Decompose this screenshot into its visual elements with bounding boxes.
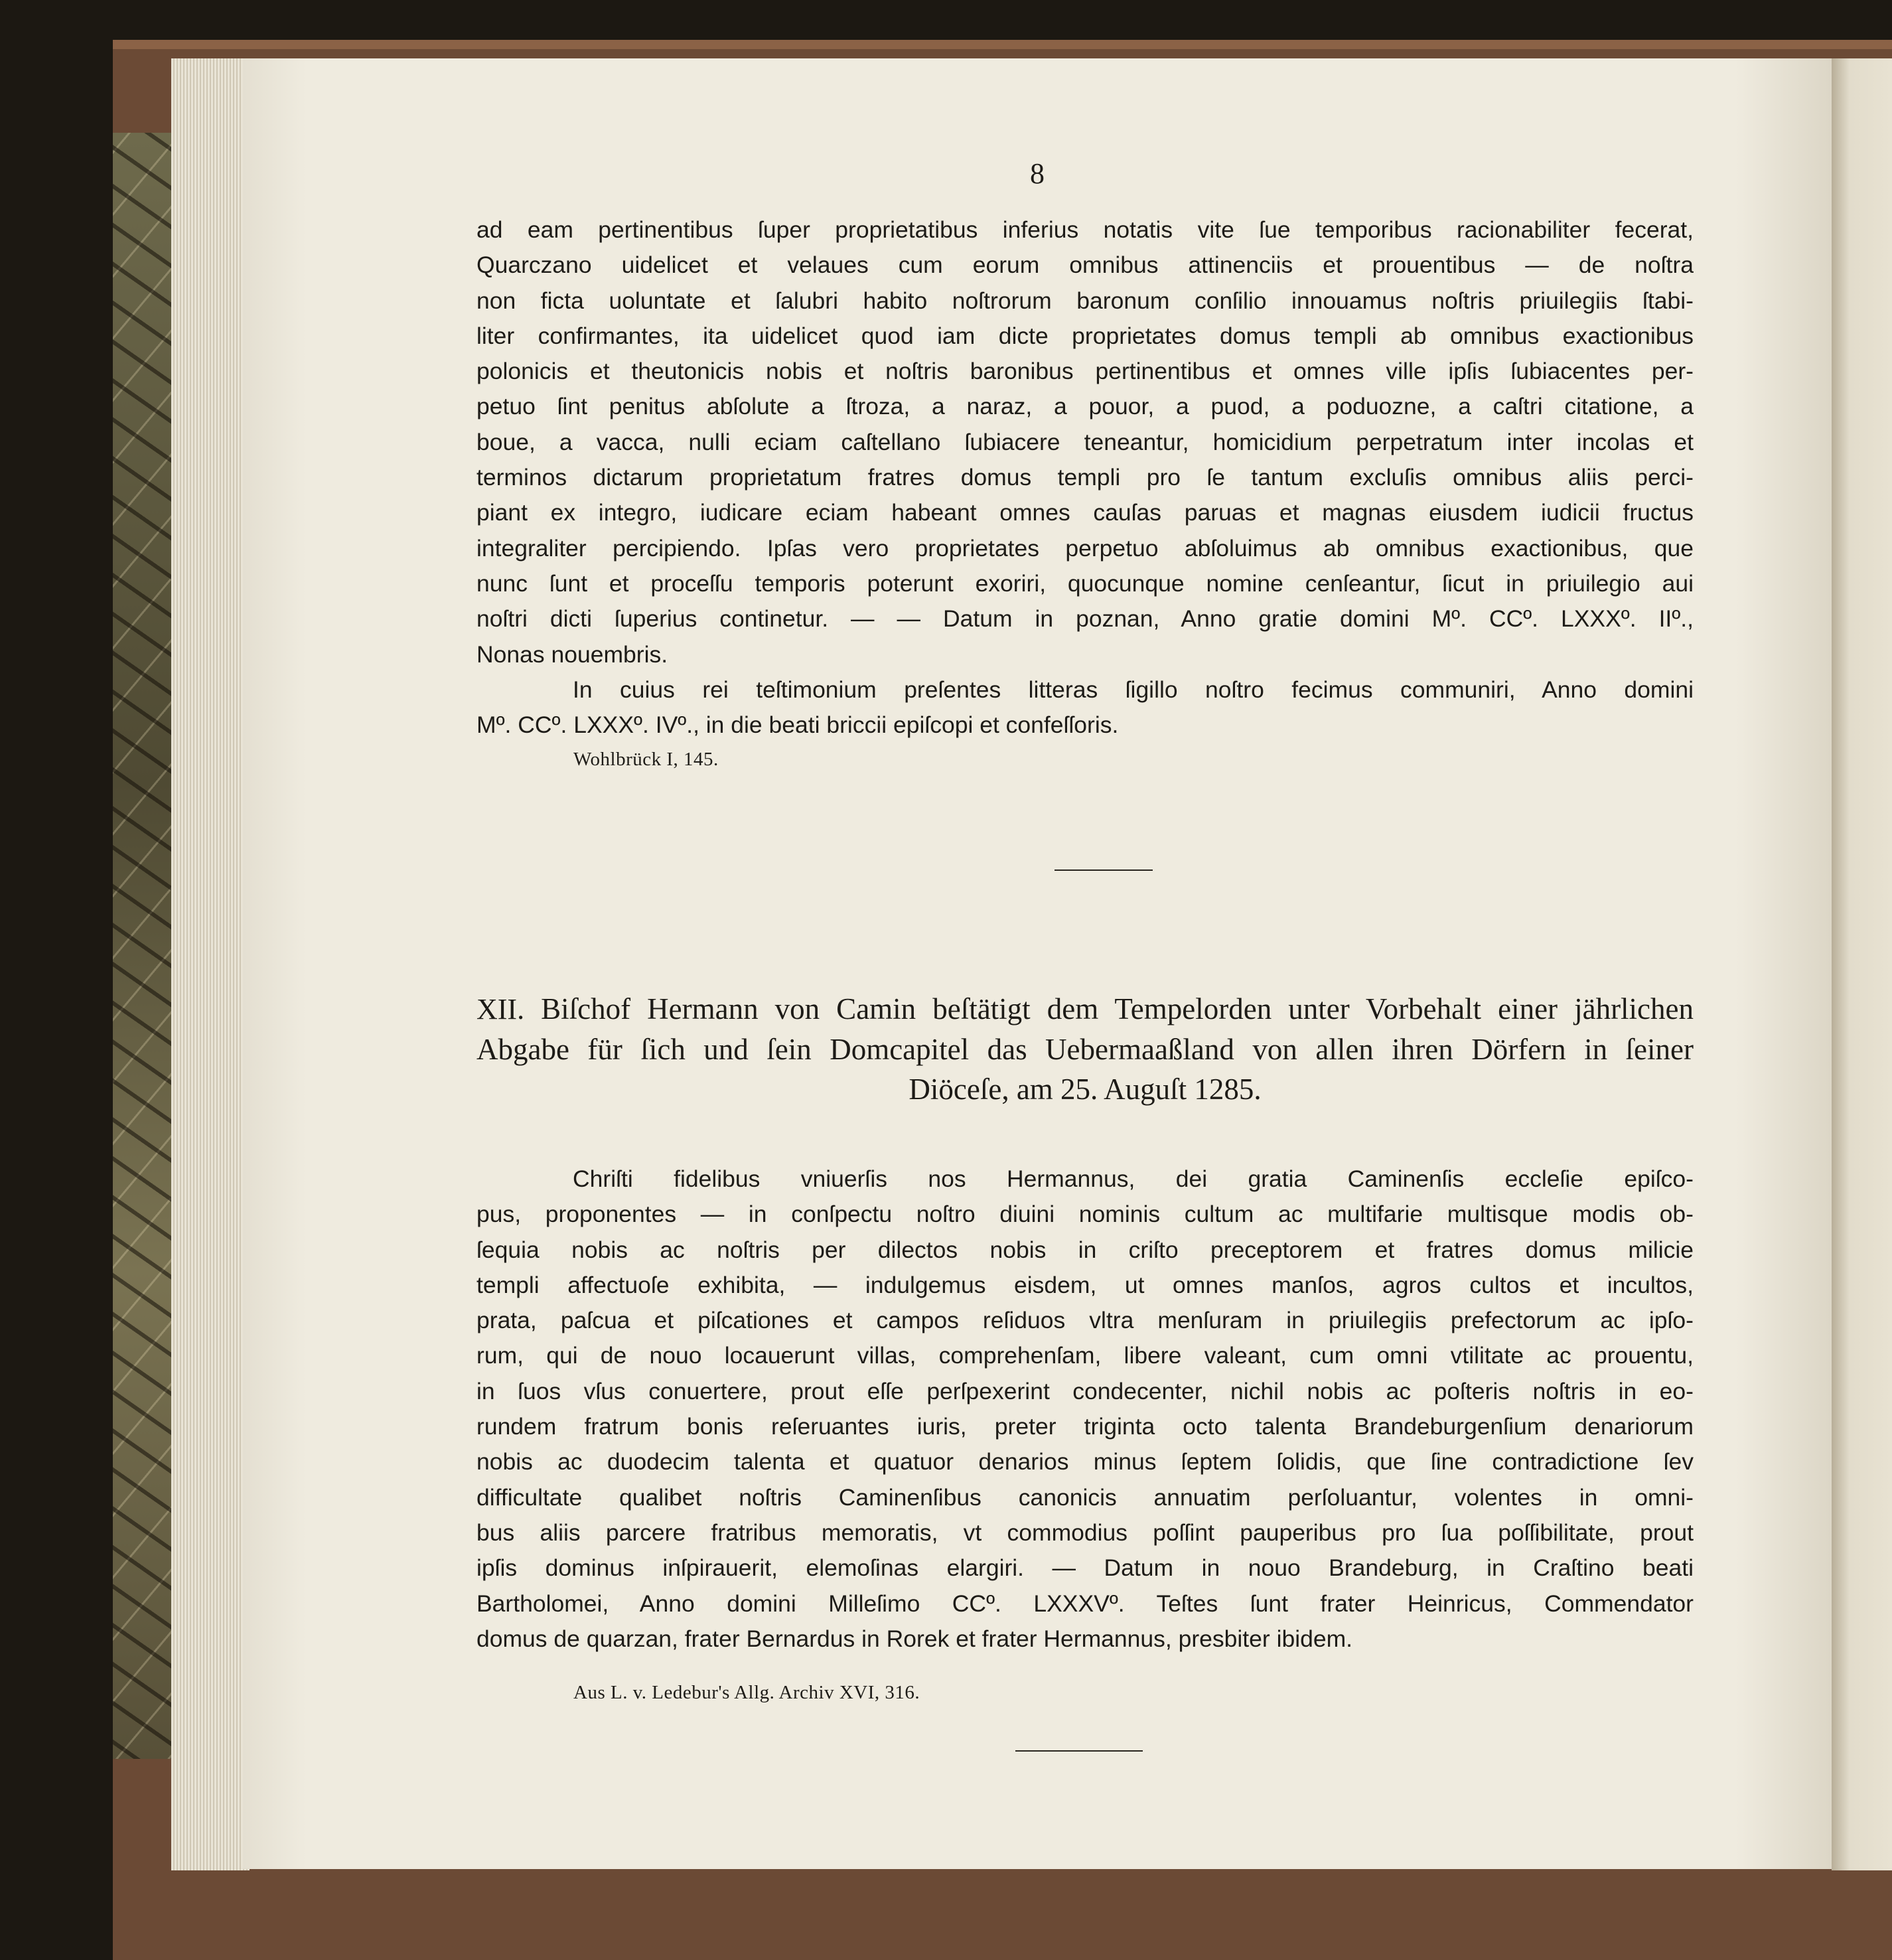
text-line: nunc ſunt et proceſſu temporis poterunt exoriri, quocunque nomine cenſeantur, ſicut in priuilegio aui <box>476 569 1694 597</box>
book-page <box>243 58 1832 1869</box>
text-line: Chriſti fidelibus vniuerſis nos Hermannus, dei gratia Caminenſis eccleſie epiſco- <box>573 1166 1694 1192</box>
separator-rule <box>1055 869 1153 871</box>
heading-line: Diöceſe, am 25. Auguſt 1285. <box>909 1073 1262 1106</box>
charter-text-2 <box>476 1162 1694 1657</box>
page-number: 8 <box>1030 157 1045 190</box>
source-citation-1: Wohlbrück I, 145. <box>573 749 719 770</box>
text-line: rum, qui de nouo locauerunt villas, comprehenſam, libere valeant, cum omni vtilitate ac prouentu, <box>476 1342 1694 1369</box>
text-line: liter confirmantes, ita uidelicet quod iam dicte proprietates domus templi ab omnibus exactionibus <box>476 322 1694 349</box>
text-line: in ſuos vſus conuertere, prout eſſe perſpexerint condecenter, nichil nobis ac poſteris noſtris in eo- <box>476 1377 1694 1404</box>
heading-line <box>476 989 1694 1029</box>
text-line: petuo ſint penitus abſolute a ſtroza, a naraz, a pouor, a puod, a poduozne, a caſtri citatione, a <box>476 393 1694 420</box>
source-citation-2: Aus L. v. Ledebur's Allg. Archiv XVI, 316. <box>573 1682 920 1703</box>
text-line: noſtri dicti ſuperius continetur. — — Datum in poznan, Anno gratie domini Mº. CCº. LXXXº. IIº., <box>476 605 1694 633</box>
text-line: In cuius rei teſtimonium preſentes litteras ſigillo noſtro fecimus communiri, Anno domini <box>573 676 1694 703</box>
text-line: ipſis dominus inſpirauerit, elemoſinas elargiri. — Datum in nouo Brandeburg, in Craſtino beati <box>476 1554 1694 1582</box>
text-line: difficultate qualibet noſtris Caminenſibus canonicis annuatim perſoluantur, volentes in omni- <box>476 1483 1694 1511</box>
text-line: domus de quarzan, frater Bernardus in Rorek et frater Hermannus, presbiter ibidem. <box>476 1625 1353 1652</box>
text-line: Bartholomei, Anno domini Milleſimo CCº. LXXXVº. Teſtes ſunt frater Heinricus, Commendator <box>476 1590 1694 1617</box>
text-line: piant ex integro, iudicare eciam habeant omnes cauſas paruas et magnas eiusdem iudicii fructus <box>476 499 1694 526</box>
heading-line: Abgabe für ſich und ſein Domcapitel das Uebermaaßland von allen ihren Dörfern in ſeiner <box>476 1033 1694 1066</box>
text-line: pus, proponentes — in conſpectu noſtro diuini nominis cultum ac multifarie multisque modis ob- <box>476 1201 1694 1228</box>
heading-text: Biſchof Hermann von Camin beſtätigt dem Tempelorden unter Vorbehalt einer jährlichen <box>541 992 1694 1025</box>
text-line: polonicis et theutonicis nobis et noſtris baronibus pertinentibus et omnes ville ipſis ſubiacentes per- <box>476 358 1694 385</box>
text-line: integraliter percipiendo. Ipſas vero proprietates perpetuo abſoluimus ab omnibus exactionibus, que <box>476 534 1694 562</box>
text-line: templi affectuoſe exhibita, — indulgemus eisdem, ut omnes manſos, agros cultos et incultos, <box>476 1271 1694 1298</box>
text-line: non ficta uoluntate et ſalubri habito noſtrorum baronum conſilio innouamus noſtris priuilegiis ſtabi- <box>476 287 1694 314</box>
text-line: ſequia nobis ac noſtris per dilectos nobis in criſto preceptorem et fratres domus milicie <box>476 1236 1694 1263</box>
text-line: Quarczano uidelicet et velaues cum eorum omnibus attinenciis et prouentibus — de noſtra <box>476 252 1694 279</box>
text-line: ad eam pertinentibus ſuper proprietatibus inferius notatis vite ſue temporibus racionabiliter fecerat, <box>476 216 1694 243</box>
text-line: prata, paſcua et piſcationes et campos reſiduos vltra menſuram in priuilegiis prefectorum ac ipſo- <box>476 1307 1694 1334</box>
text-line: Mº. CCº. LXXXº. IVº., in die beati briccii epiſcopi et confeſſoris. <box>476 712 1119 739</box>
text-line: nobis ac duodecim talenta et quatuor denarios minus ſeptem ſolidis, que ſine contradictione ſev <box>476 1448 1694 1475</box>
text-line: rundem fratrum bonis reſeruantes iuris, preter triginta octo talenta Brandeburgenſium denariorum <box>476 1413 1694 1440</box>
text-line: bus aliis parcere fratribus memoratis, vt commodius poſſint pauperibus pro ſua poſſibilitate, prout <box>476 1519 1694 1546</box>
facing-page-edge <box>1832 58 1892 1870</box>
section-number: XII. <box>476 993 525 1025</box>
text-line: terminos dictarum proprietatum fratres domus templi pro ſe tantum excluſis omnibus aliis perci- <box>476 464 1694 491</box>
text-line: boue, a vacca, nulli eciam caſtellano ſubiacere teneantur, homicidium perpetratum inter incolas et <box>476 428 1694 455</box>
text-line: Nonas nouembris. <box>476 641 668 668</box>
charter-text-1 <box>476 212 1694 743</box>
page-edges <box>171 58 250 1870</box>
section-heading <box>476 989 1694 1109</box>
separator-rule <box>1015 1750 1143 1752</box>
